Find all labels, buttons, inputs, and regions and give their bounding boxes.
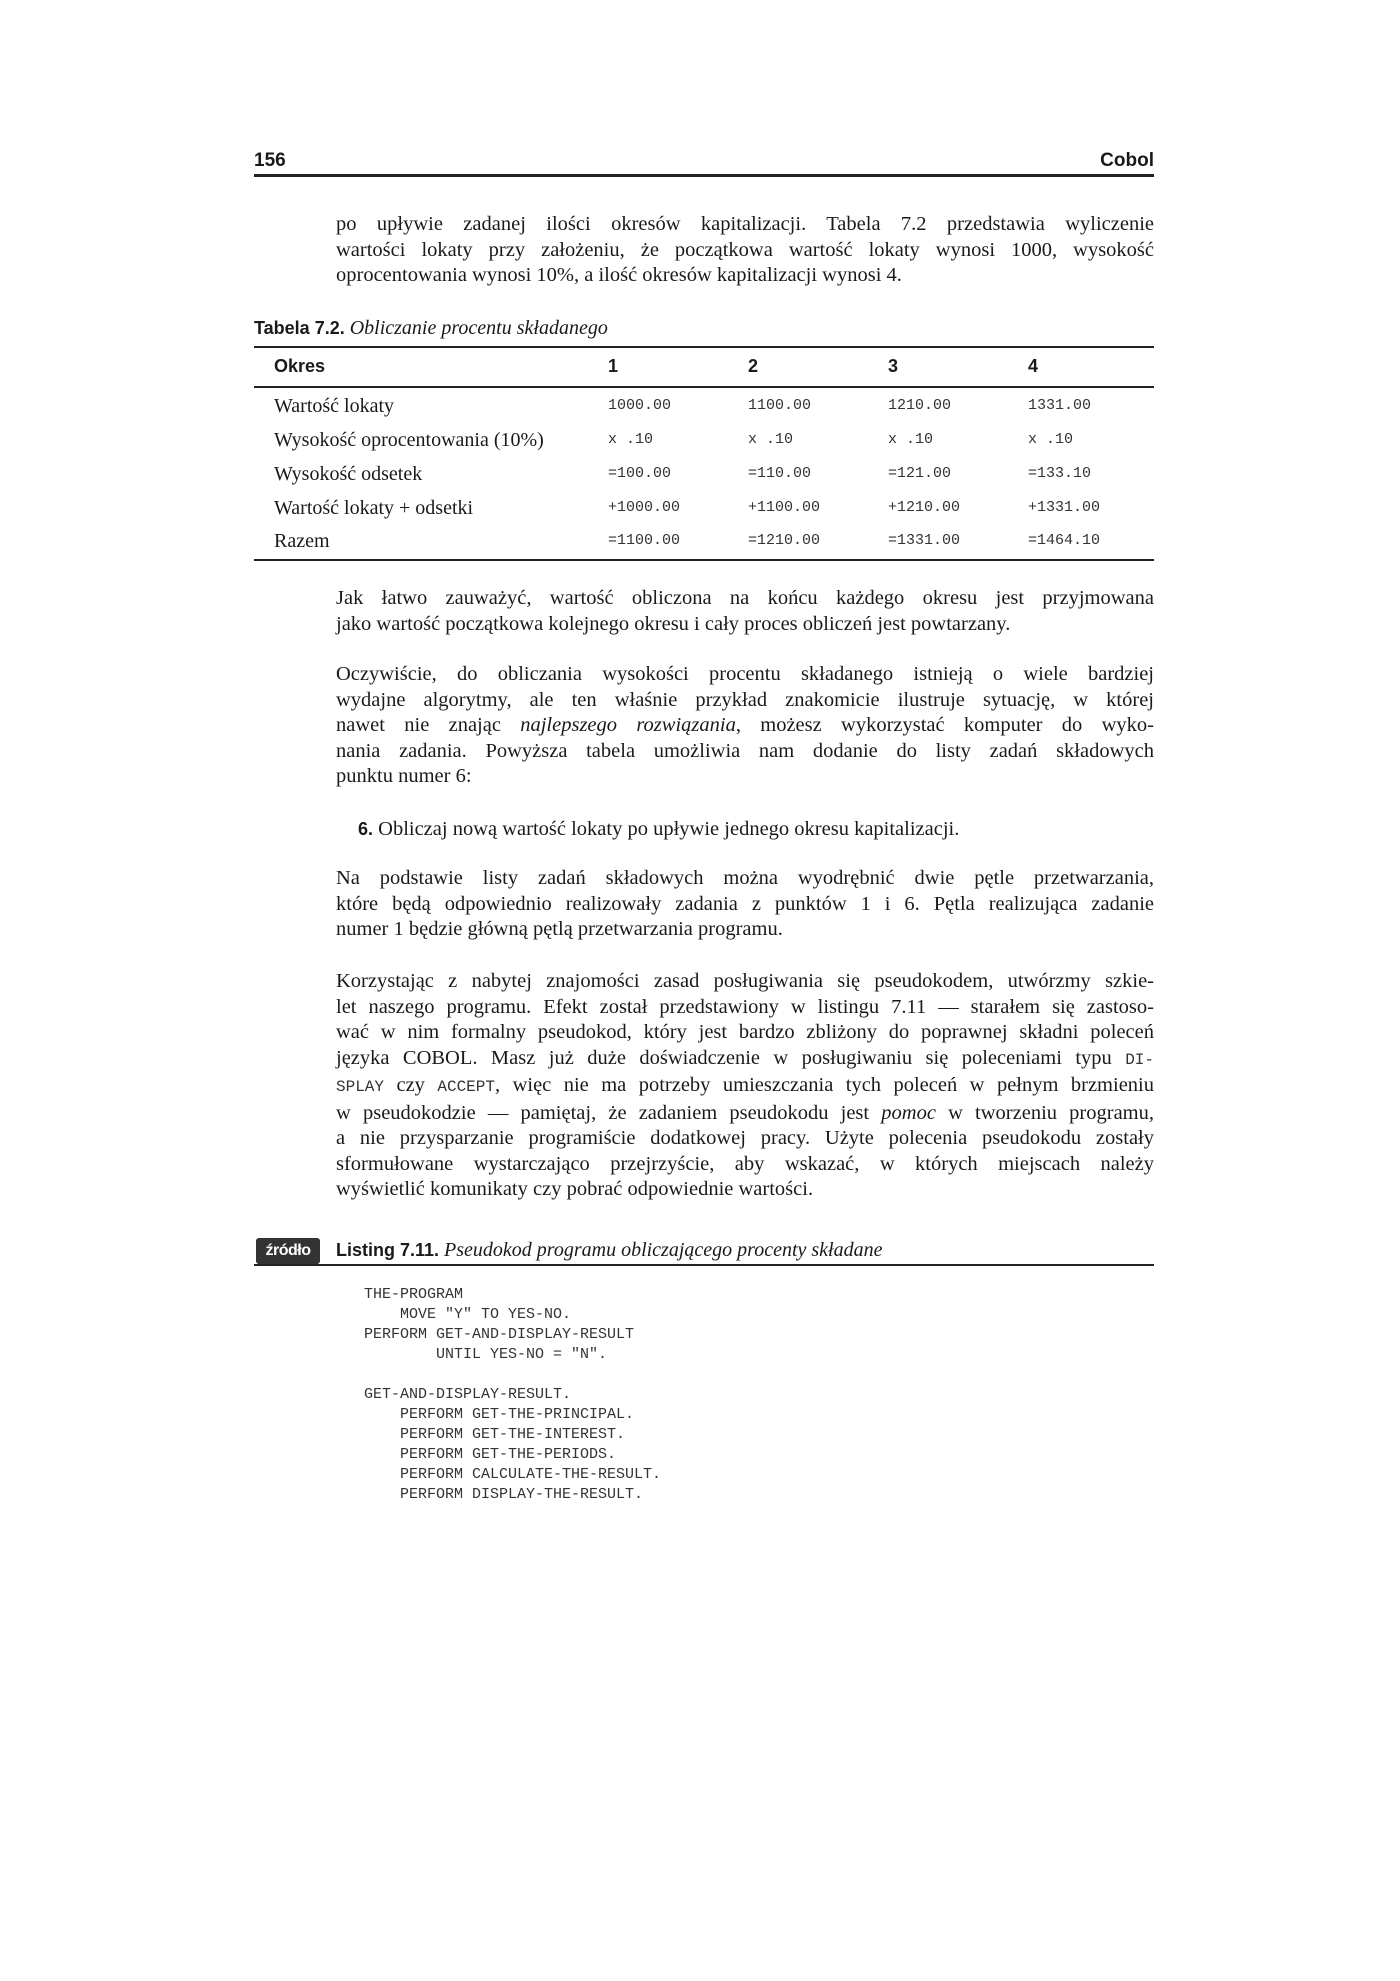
paragraph <box>336 586 1154 637</box>
table-cell: +1100.00 <box>748 499 821 516</box>
table-cell: 1331.00 <box>1028 397 1092 414</box>
listing-rule <box>254 1264 1154 1266</box>
source-badge: źródło <box>256 1238 320 1264</box>
table-row <box>254 526 1154 560</box>
text-line: numer 1 będzie główną pętlą przetwarzania programu. <box>336 918 783 940</box>
text-span: języka COBOL. Masz już duże doświadczenie w posługiwaniu się poleceniami typu <box>336 1046 1126 1069</box>
table-cell: 1100.00 <box>748 397 812 414</box>
table-rule-top <box>254 346 1154 348</box>
text-line <box>336 1073 1154 1101</box>
table-header-cell: 4 <box>1028 356 1039 376</box>
inline-code: ACCEPT <box>437 1078 495 1096</box>
text-line: po upływie zadanej ilości okresów kapitalizacji. Tabela 7.2 przedstawia wyliczenie <box>336 213 1154 235</box>
row-label: Wartość lokaty + odsetki <box>274 497 474 519</box>
table-cell: x .10 <box>888 431 934 448</box>
table-cell: =133.10 <box>1028 465 1092 482</box>
text-line: wydajne algorytmy, ale ten właśnie przykład znakomicie ilustruje sytuację, w której <box>336 688 1154 711</box>
listing-caption-text: Pseudokod programu obliczającego procenty składane <box>444 1239 883 1261</box>
text-line: wać w nim formalny pseudokod, który jest bardzo zbliżony do poprawnej składni poleceń <box>336 1021 1154 1043</box>
text-span: czy <box>384 1074 438 1096</box>
text-span: , możesz wykorzystać komputer do wyko- <box>735 714 1154 736</box>
page-number: 156 <box>254 150 286 171</box>
table-caption <box>254 317 608 340</box>
row-label: Razem <box>274 530 330 552</box>
text-line <box>336 1046 1154 1074</box>
table-cell: =1100.00 <box>608 532 681 549</box>
text-line: Korzystając z nabytej znajomości zasad posługiwania się pseudokodem, utwórzmy szkie- <box>336 970 1154 992</box>
table-rule-header <box>254 386 1154 388</box>
text-line: Jak łatwo zauważyć, wartość obliczona na końcu każdego okresu jest przyjmowana <box>336 587 1154 609</box>
table-header-cell: 2 <box>748 356 759 376</box>
text-span: w pseudokodzie — pamiętaj, że zadaniem pseudokodu jest <box>336 1101 882 1124</box>
table-row <box>254 391 1154 425</box>
inline-code: DI- <box>1125 1050 1154 1069</box>
text-line: nania zadania. Powyższa tabela umożliwia nam dodanie do listy zadań składowych <box>336 739 1154 762</box>
table-rule-bottom <box>254 559 1154 561</box>
running-title: Cobol <box>1100 150 1154 171</box>
row-label: Wartość lokaty <box>274 395 395 417</box>
emphasis: pomoc <box>881 1101 936 1124</box>
text-line: jako wartość początkowa kolejnego okresu i cały proces obliczeń jest powtarzany. <box>336 612 1011 635</box>
task-item-6 <box>358 818 959 841</box>
table-cell: x .10 <box>748 431 794 448</box>
table-caption-text: Obliczanie procentu składanego <box>349 317 608 339</box>
emphasis: najlepszego rozwiązania <box>520 714 736 736</box>
row-label: Wysokość oprocentowania (10%) <box>274 429 544 451</box>
text-line: let naszego programu. Efekt został przedstawiony w listingu 7.11 — starałem się zastoso- <box>336 995 1154 1018</box>
table-header-cell: 3 <box>888 356 899 376</box>
text-line: sformułowane wystarczająco przejrzyście, aby wskazać, w których miejscach należy <box>336 1152 1154 1175</box>
text-span: , więc nie ma potrzeby umieszczania tych poleceń w pełnym brzmieniu <box>494 1074 1154 1096</box>
table-cell: =121.00 <box>888 465 952 482</box>
table-row <box>254 459 1154 493</box>
table-header-cell: Okres <box>274 356 326 376</box>
listing-label: Listing 7.11. <box>336 1240 440 1260</box>
table-cell: =1464.10 <box>1028 532 1101 549</box>
task-text: Obliczaj nową wartość lokaty po upływie jednego okresu kapitalizacji. <box>373 818 960 840</box>
paragraph <box>336 866 1154 943</box>
table-header-cell: 1 <box>608 356 619 376</box>
table-cell: =100.00 <box>608 465 672 482</box>
table-cell: 1210.00 <box>888 397 952 414</box>
task-number: 6. <box>358 819 374 839</box>
paragraph <box>336 969 1154 1203</box>
inline-code: SPLAY <box>336 1078 385 1096</box>
table-cell: x .10 <box>1028 431 1074 448</box>
text-line <box>336 1101 1154 1127</box>
table-cell: x .10 <box>608 431 654 448</box>
header-rule <box>254 174 1154 177</box>
table-label: Tabela 7.2. <box>254 318 345 338</box>
text-line: które będą odpowiednio realizowały zadania z punktów 1 i 6. Pętla realizująca zadanie <box>336 892 1154 915</box>
paragraph <box>336 662 1154 790</box>
listing-caption <box>336 1239 882 1262</box>
text-line: Oczywiście, do obliczania wysokości procentu składanego istnieją o wiele bardziej <box>336 663 1154 685</box>
table-cell: +1000.00 <box>608 499 681 516</box>
table-cell: +1331.00 <box>1028 499 1101 516</box>
text-line <box>336 713 1154 739</box>
table-cell: 1000.00 <box>608 397 672 414</box>
intro-paragraph <box>336 212 1154 289</box>
text-line: wyświetlić komunikaty czy pobrać odpowiednie wartości. <box>336 1178 814 1200</box>
table-cell: =1331.00 <box>888 532 961 549</box>
table-cell: =1210.00 <box>748 532 821 549</box>
text-span: w tworzeniu programu, <box>935 1101 1154 1124</box>
table-cell: =110.00 <box>748 465 812 482</box>
text-line: a nie przysparzanie programiście dodatkowej pracy. Użyte polecenia pseudokodu zostały <box>336 1127 1154 1149</box>
table-row <box>254 493 1154 527</box>
row-label: Wysokość odsetek <box>274 463 423 485</box>
text-line: wartości lokaty przy założeniu, że początkowa wartość lokaty wynosi 1000, wysokość <box>336 238 1154 261</box>
page-header <box>254 150 1154 174</box>
text-line: punktu numer 6: <box>336 765 472 787</box>
text-line: oprocentowania wynosi 10%, a ilość okresów kapitalizacji wynosi 4. <box>336 264 902 286</box>
code-listing: THE-PROGRAM MOVE "Y" TO YES-NO. PERFORM GET-AND-DISPLAY-RESULT UNTIL YES-NO = "N". GET-AND-DISPLAY-RESULT. PERFORM GET-THE-PRINCIPAL. PERFORM GET-THE-INTEREST. PERFORM GET-THE-PERIODS. PERFORM CALCULATE-THE-RESULT. PERFORM DISPLAY-THE-RESULT. <box>364 1286 662 1503</box>
table-row <box>254 425 1154 459</box>
text-span: nawet nie znając <box>336 714 521 736</box>
table-cell: +1210.00 <box>888 499 961 516</box>
text-line: Na podstawie listy zadań składowych można wyodrębnić dwie pętle przetwarzania, <box>336 867 1154 889</box>
